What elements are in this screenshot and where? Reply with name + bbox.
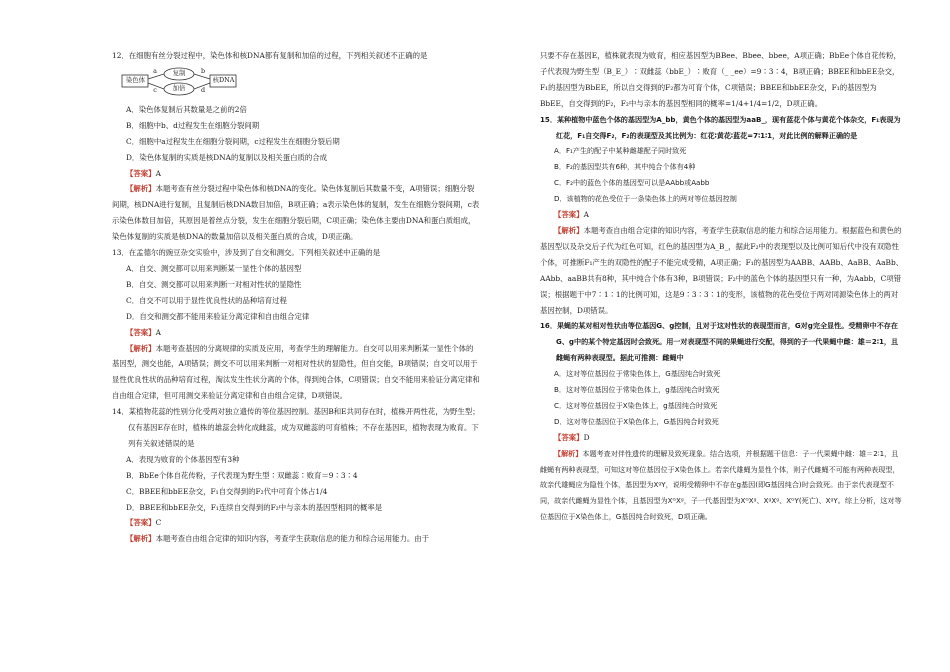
right-column	[540, 48, 905, 525]
answer-value: C	[155, 518, 162, 528]
diagram-double-label: 加倍	[172, 83, 186, 92]
question-12-option-c: C．细胞中a过程发生在细胞分裂间期，c过程发生在细胞分裂后期	[126, 136, 340, 146]
answer-value: A	[155, 327, 161, 337]
explanation-text: 本题考查自由组合定律的知识内容，考查学生获取信息的能力和综合运用能力。由于	[155, 534, 430, 544]
question-12-diagram	[120, 66, 480, 96]
explanation-text: 本题考查有丝分裂过程中染色体和核DNA的变化。染色体复制后其数量不变，A项错误；细胞分裂间期，核DNA进行复制，且复制后核DNA数目加倍，B项正确；a表示染色体的复制，发生在细胞分裂间期，c表示染色体数目加倍，其原因是着丝点分裂，发生在细胞分裂后期，C项正确；染色体主要由DNA和蛋白质组成，染色体复制的实质是核DNA的数量加倍以及相关蛋白质的合成，D项正确。	[112, 184, 480, 242]
explanation-tag: 【解析】	[554, 225, 584, 235]
question-14-option-b: B．BbEe个体自花传粉，子代表现为野生型∶双雌蕊∶败育＝9∶3∶4	[126, 470, 358, 480]
question-14-option-d: D．BBEE和bbEE杂交，F₁连续自交得到的F₂中与亲本的基因型相同的概率是	[126, 502, 383, 512]
question-15-stem: 15．某种植物中蓝色个体的基因型为A_bb，黄色个体的基因型为aaB_，现有蓝花个体与黄花个体杂交，F₁表现为红花，F₁自交得F₂，F₂的表现型及其比例为：红花∶黄花∶蓝花=7∶1∶1，对此比例的解释正确的是	[540, 114, 901, 140]
page	[10, 14, 940, 658]
question-12-answer	[112, 166, 480, 182]
question-14-explanation	[112, 531, 480, 547]
question-14-explanation-continued: 只要不存在基因E，植株就表现为败育，相应基因型为BBee、Bbee、bbee，A项正确；BbEe个体自花传粉，子代表现为野生型（B_E_）∶双雌蕊（bbE_）∶败育（_ _ee）=9∶3∶4，B项正确；BBEE和bbEE杂交，F₁的基因型为BbEE，所以自交得到的F₂都为可育个体，C项错误；BBEE和bbEE杂交，F₁的基因型为BbEE，自交得到的F₂，F₂中与亲本的基因型相同的概率=1/4+1/4=1/2，D项正确。	[540, 51, 901, 108]
explanation-tag: 【解析】	[554, 448, 583, 458]
question-14-answer	[112, 515, 480, 531]
question-16-option-d: D．这对等位基因位于X染色体上，G基因纯合时致死	[554, 416, 719, 426]
question-13-option-d: D．自交和测交都不能用来验证分离定律和自由组合定律	[126, 311, 310, 321]
question-15-explanation	[540, 223, 905, 318]
question-13-option-b: B．自交、测交都可以用来判断一对相对性状的显隐性	[126, 279, 302, 289]
explanation-text: 本题考查对伴性遗传的理解及致死现象。结合选项，并根据题干信息：子一代果蝇中雌：雄＝2∶1，且雌蝇有两种表现型，可知这对等位基因位于X染色体上。若亲代雄蝇为显性个体，则子代雌蝇不可能有两种表现型，故亲代雄蝇应为隐性个体，基因型为XᵍY，说明受精卵中不存在g基因(即G基因纯合)时会致死。由于亲代表现型不同，故亲代雌蝇为显性个体，且基因型为XᴳXᵍ，子一代基因型为XᴳXᵍ、XᵍXᵍ、XᴳY(死亡)、XᵍY。综上分析，这对等位基因位于X染色体上，G基因纯合时致死，D项正确。	[540, 448, 902, 522]
question-13-option-a: A．自交、测交都可以用来判断某一显性个体的基因型	[126, 263, 302, 273]
answer-tag: 【答案】	[126, 168, 156, 178]
question-16-option-b: B．这对等位基因位于常染色体上，g基因纯合时致死	[554, 385, 720, 395]
explanation-tag: 【解析】	[126, 534, 156, 544]
diagram-chromosome-label: 染色体	[125, 75, 146, 84]
question-12-option-b: B．细胞中b、d过程发生在细胞分裂间期	[126, 120, 260, 130]
explanation-text: 本题考查基因的分离规律的实质及应用，考查学生的理解能力。自交可以用来判断某一显性个体的基因型，测交也能，A项错误；测交不可以用来判断一对相对性状的显隐性，但自交能，B项错误；自交可以用于显性优良性状的品种培育过程，淘汰发生性状分离的个体，得到纯合体，C项错误；自交不能用来验证分离定律和自由组合定律，但可用测交来验证分离定律和自由组合定律，D项错误。	[112, 343, 480, 401]
answer-tag: 【答案】	[554, 432, 584, 442]
diagram-label-a: a	[153, 66, 157, 75]
question-13-explanation	[112, 341, 480, 405]
explanation-tag: 【解析】	[126, 343, 156, 353]
explanation-tag: 【解析】	[126, 184, 156, 194]
question-15-option-b: B．F₂的基因型共有6种，其中纯合个体有4种	[554, 162, 696, 172]
question-13-answer	[112, 325, 480, 341]
answer-tag: 【答案】	[554, 210, 584, 220]
answer-value: A	[583, 210, 589, 220]
answer-tag: 【答案】	[126, 518, 156, 528]
diagram-replicate-label: 复制	[172, 68, 186, 77]
question-15-option-d: D．该植物的花色受位于一条染色体上的两对等位基因控制	[554, 194, 737, 204]
question-13-option-c: C．自交不可以用于显性优良性状的品种培育过程	[126, 295, 287, 305]
question-12-stem: 12．在细胞有丝分裂过程中，染色体和核DNA都有复制和加倍的过程，下列相关叙述不正确的是	[112, 51, 428, 60]
question-14-option-c: C．BBEE和bbEE杂交，F₁自交得到的F₂代中可育个体占1/4	[126, 486, 328, 496]
question-12-explanation	[112, 181, 480, 245]
question-16-option-c: C．这对等位基因位于X染色体上，g基因纯合时致死	[554, 400, 718, 410]
question-14-stem: 14．某植物花蕊的性别分化受两对独立遗传的等位基因控制。基因B和E共同存在时，植株开两性花，为野生型；仅有基因E存在时，植株的雄蕊会转化成雌蕊，成为双雌蕊的可育植株；不存在基因E，植物表现为败育。下列有关叙述错误的是	[112, 407, 480, 448]
question-15-option-c: C．F₂中的蓝色个体的基因型可以是AAbb或Aabb	[554, 178, 710, 188]
question-14-option-a: A．表现为败育的个体基因型有3种	[126, 454, 240, 464]
question-15-option-a: A．F₁产生的配子中某种雌雄配子同时致死	[554, 146, 687, 156]
diagram-label-c: c	[153, 85, 157, 94]
explanation-text: 本题考查自由组合定律的知识内容，考查学生获取信息的能力和综合运用能力。根据蓝色和黄色的基因型以及杂交后子代为红色可知，红色的基因型为A_B_，据此F₂中的表现型以及比例可知后代中没有双隐性个体，可推断F₁产生的双隐性的配子不能完成受精，A项正确；F₁的基因型为AABB、AABb、AaBB、AaBb、AAbb、aaBB共有8种，其中纯合个体有3种，B项错误；F₂中的蓝色个体的基因型只有一种，为Aabb，C项错误；根据题干中7∶1∶1的比例可知，这是9∶3∶3∶1的变形，该植物的花色受位于两对同源染色体上的两对基因控制，D项错误。	[540, 225, 904, 315]
question-12-option-d: D．染色体复制的实质是核DNA的复制以及相关蛋白质的合成	[126, 152, 328, 162]
question-13-stem: 13．在孟德尔的豌豆杂交实验中，涉及到了自交和测交。下列相关叙述中正确的是	[112, 248, 381, 258]
answer-tag: 【答案】	[126, 327, 156, 337]
question-12-option-a: A．染色体复制后其数量是之前的2倍	[126, 104, 247, 114]
question-15-answer	[540, 207, 905, 223]
answer-value: A	[155, 168, 161, 178]
question-16-stem: 16．果蝇的某对相对性状由等位基因G、g控制，且对于这对性状的表现型而言，G对g完全显性。受精卵中不存在G、g中的某个特定基因时会致死。用一对表现型不同的果蝇进行交配，得到的子一代果蝇中雌：雄＝2∶1，且雌蝇有两种表现型。据此可推测：雌蝇中	[540, 321, 899, 363]
diagram-label-b: b	[200, 66, 206, 75]
answer-value: D	[583, 432, 590, 442]
diagram-label-d: d	[200, 85, 206, 94]
question-16-explanation	[540, 446, 905, 526]
diagram-dna-label: 核DNA	[212, 75, 235, 84]
left-column	[112, 48, 480, 547]
question-16-answer	[540, 430, 905, 446]
question-16-option-a: A．这对等位基因位于常染色体上，G基因纯合时致死	[554, 369, 721, 379]
